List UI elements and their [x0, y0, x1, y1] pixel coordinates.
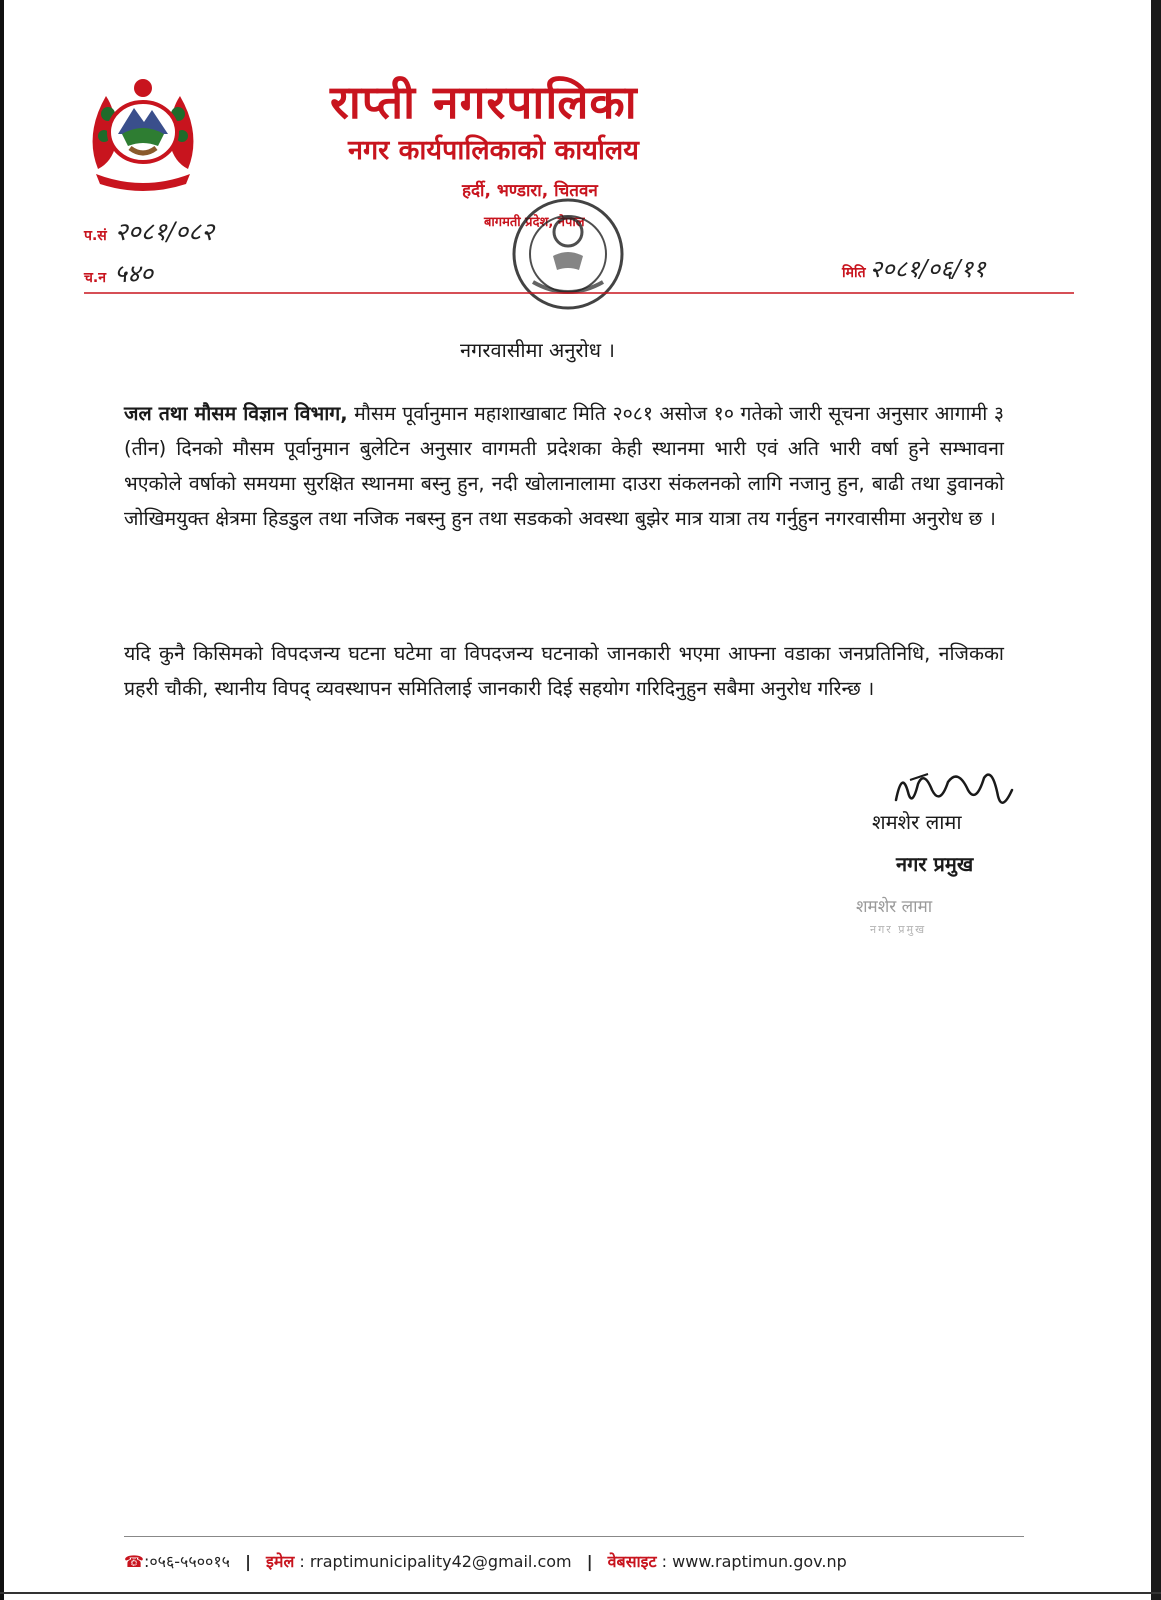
department-name: जल तथा मौसम विज्ञान विभाग,	[124, 402, 348, 425]
dispatch-number	[84, 256, 153, 290]
website-label: वेबसाइट	[607, 1552, 657, 1571]
dispatch-value: ५४०	[113, 259, 153, 288]
signatory-name: शमशेर लामा	[872, 810, 962, 834]
province-line: बागमती प्रदेश, नेपाल	[484, 215, 585, 230]
date-value: २०८१/०६/११	[869, 255, 986, 283]
website-url: : www.raptimun.gov.np	[661, 1552, 847, 1571]
reference-value: २०८१/०८२	[114, 217, 215, 246]
paragraph-text: मौसम पूर्वानुमान महाशाखाबाट मिति २०८१ असोज १० गतेको जारी सूचना अनुसार आगामी ३ (तीन) दिनको मौसम पूर्वानुमान बुलेटिन अनुसार वागमती प्रदेशका केही स्थानमा भारी एवं अति भारी वर्षा हुने सम्भावना भएकोले वर्षाको समयमा सुरक्षित स्थानमा बस्नु हुन, नदी खोलानालामा दाउरा संकलनको लागि नजानु हुन, बाढी तथा डुवानको जोखिमयुक्त क्षेत्रमा हिडडुल तथा नजिक नबस्नु हुन तथा सडकको अवस्था बुझेर मात्र यात्रा तय गर्नुहुन नगरवासीमा अनुरोध छ ।	[124, 402, 1004, 530]
page-edge	[1151, 0, 1161, 1600]
title-stamp: नगर प्रमुख	[870, 923, 927, 936]
signatory-title: नगर प्रमुख	[896, 852, 974, 876]
organization-name: राप्ती नगरपालिका	[330, 75, 638, 129]
letter-subject: नगरवासीमा अनुरोध ।	[460, 338, 616, 362]
phone-number: :०५६-५५००१५	[143, 1552, 230, 1571]
office-seal-stamp-icon	[503, 192, 633, 322]
page-bottom-edge	[0, 1592, 1161, 1594]
header-divider	[84, 292, 1074, 294]
body-paragraph	[124, 396, 1004, 536]
office-name: नगर कार्यपालिकाको कार्यालय	[348, 135, 639, 166]
dispatch-label: च.न	[84, 270, 106, 286]
page-edge	[0, 0, 4, 1600]
body-paragraph	[124, 636, 1004, 706]
name-stamp: शमशेर लामा	[856, 897, 933, 917]
email-address: : rraptimunicipality42@gmail.com	[299, 1552, 572, 1571]
email-label: इमेल	[266, 1552, 295, 1571]
date-label: मिति	[842, 265, 866, 281]
reference-label: प.सं	[84, 228, 107, 244]
footer-divider	[124, 1536, 1024, 1537]
letter-date	[842, 252, 986, 285]
separator: |	[245, 1552, 251, 1571]
separator: |	[586, 1552, 593, 1571]
phone-icon: ☎	[124, 1552, 144, 1571]
reference-number	[84, 214, 214, 248]
address-line: हर्दी, भण्डारा, चितवन	[462, 181, 598, 201]
footer-contact	[124, 1550, 1044, 1572]
paragraph-text: यदि कुनै किसिमको विपदजन्य घटना घटेमा वा विपदजन्य घटनाको जानकारी भएमा आफ्ना वडाका जनप्रतिनिधि, नजिकका प्रहरी चौकी, स्थानीय विपद् व्यवस्थापन समितिलाई जानकारी दिई सहयोग गरिदिनुहुन सबैमा अनुरोध गरिन्छ ।	[124, 642, 1004, 700]
nepal-government-emblem-icon	[78, 74, 208, 192]
